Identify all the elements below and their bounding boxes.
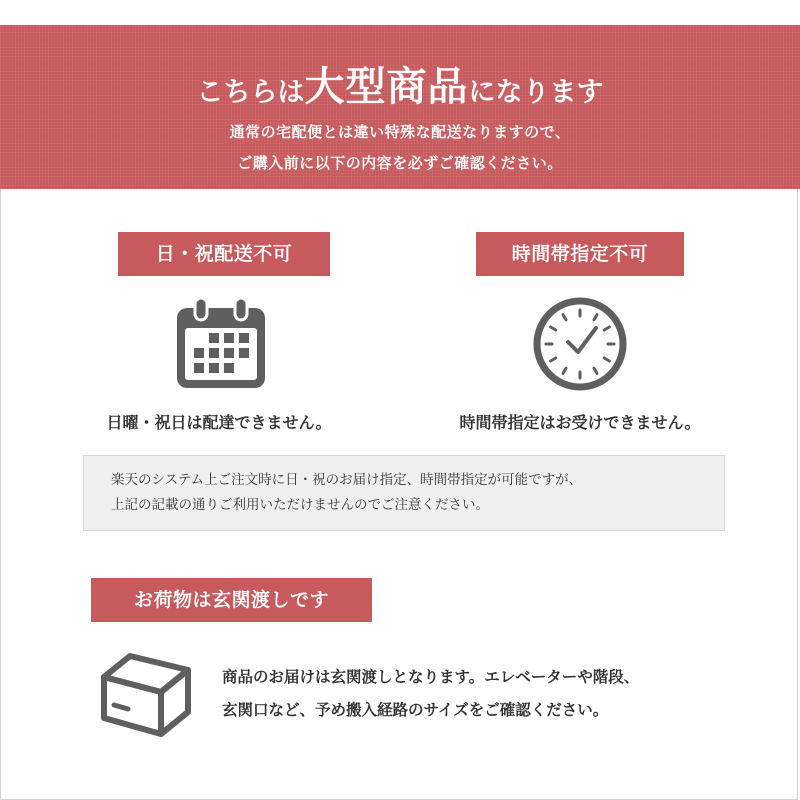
banner-subtitle-line2: ご購入前に以下の内容を必ずご確認ください。 (237, 154, 563, 172)
holiday-label: 日・祝配送不可 (118, 232, 330, 276)
banner-subtitle-line1: 通常の宅配便とは違い特殊な配送なりますので、 (229, 123, 571, 141)
notice-line2: 上記の記載の通りご利用いただけませんのでご注意ください。 (111, 497, 489, 513)
box-icon (98, 650, 193, 740)
banner-title-emphasis: 大型商品 (304, 64, 469, 110)
clock-icon (532, 296, 628, 392)
banner-title-suffix: になります (468, 77, 604, 108)
timeslot-label: 時間帯指定不可 (476, 232, 684, 276)
delivery-line2: 玄関口など、予め搬入経路のサイズをご確認ください。 (222, 701, 609, 719)
delivery-label: お荷物は玄関渡しです (91, 578, 372, 622)
timeslot-caption: 時間帯指定はお受けできません。 (459, 413, 701, 432)
header-banner (0, 25, 800, 189)
banner-title-prefix: こちらは (196, 77, 305, 108)
delivery-description (222, 661, 639, 727)
calendar-icon (175, 298, 267, 390)
notice-line1: 楽天のシステム上ご注文時に日・祝のお届け指定、時間帯指定が可能ですが、 (111, 472, 583, 488)
notice-box (83, 455, 725, 531)
banner-title (0, 61, 800, 109)
delivery-line1: 商品のお届けは玄関渡しとなります。エレベーターや階段、 (222, 668, 640, 686)
holiday-caption: 日曜・祝日は配達できません。 (106, 413, 332, 432)
